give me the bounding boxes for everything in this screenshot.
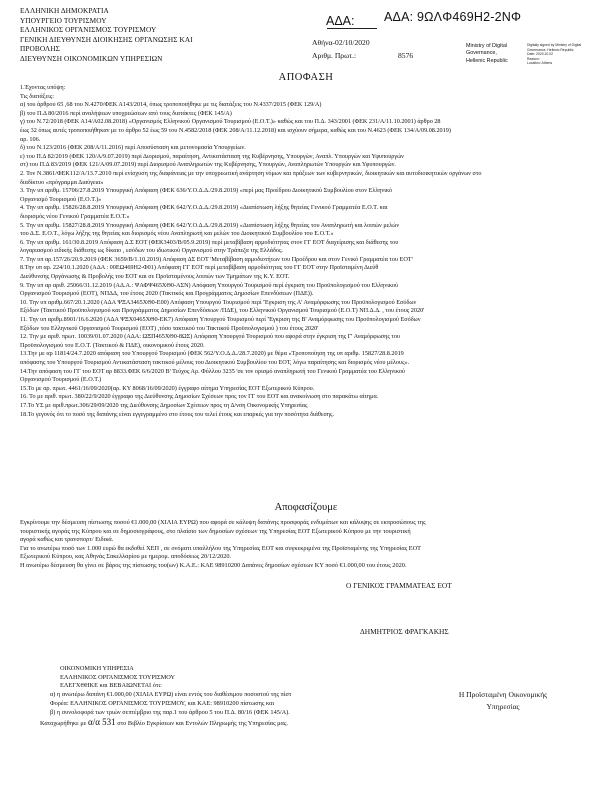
- consideration-line: Εξόδων (Τακτικού Προϋπολογισμού και Προγράμματος Δημοσίων Επενδύσεων /ΠΔΕ), του Ελληνικού Οργανισμού Τουρισμού (Ε.Ο.Τ) ΝΠ.Δ.Δ. , του έτους 2020': [20, 307, 425, 315]
- consideration-line: δ) του Ν.123/2016 (ΦΕΚ 208/Α/11.2016) περί Αποσύσταση και μετονομασία Υπουργείων.: [20, 144, 246, 152]
- authority-line: ΠΡΟΒΟΛΗΣ: [20, 44, 60, 54]
- head-of-finance-line1: Η Προϊσταμένη Οικονομικής: [458, 690, 548, 699]
- financial-service-certification: [40, 665, 291, 729]
- protocol-label: Αριθμ. Πρωτ.:: [312, 51, 357, 60]
- consideration-line: Προϋπολογισμού του Ε.Ο.Τ. (Τακτικού & ΠΔΕ), οικονομικού έτους 2020.: [20, 341, 205, 349]
- signatory-title: Ο ΓΕΝΙΚΟΣ ΓΡΑΜΜΑΤΕΑΣ ΕΟΤ: [346, 581, 452, 590]
- consideration-line: 1.Έχοντας υπόψη:: [20, 84, 66, 91]
- seal-meta-line: Location: Athens: [527, 61, 553, 66]
- ada-number: ΑΔΑ: 9ΩΛΦ469Η2-2ΝΦ: [384, 10, 522, 24]
- consideration-line: Εξόδων του Ελληνικού Οργανισμού Τουρισμού (ΕΟΤ) ,τόσο τακτικού του Τακτικού Προϋπολογισμού ) του έτους 2020': [20, 324, 319, 332]
- seal-issuer: [466, 43, 526, 65]
- considerations-list: [20, 84, 596, 419]
- authority-line: ΕΛΛΗΝΙΚΟΣ ΟΡΓΑΝΙΣΜΟΣ ΤΟΥΡΙΣΜΟΥ: [20, 25, 157, 35]
- authority-line: ΥΠΟΥΡΓΕΙΟ ΤΟΥΡΙΣΜΟΥ: [20, 15, 107, 25]
- consideration-line: 9. Την υπ αρ αριθ. 25066/31.12.2019 (ΑΔ.Α.: ΨΑΦΨ465ΧΘ0-ΑΣΝ) Απόφαση Υπουργού Τουρισμού περί έγκριση του Προϋπολογισμού του Ελληνικού: [20, 281, 399, 289]
- consideration-line: 16. Το με αριθ. πρωτ. 380/22/9/2020 έγγραφο της Διεύθυνσης Δημοσίων Σχέσεων προς τον ΓΓ του ΕΟΤ και ανακοίνωση στο παρακάτω αίτημα.: [20, 393, 379, 401]
- consideration-line: 7. Την υπ αρ.157/26/20.9.2019 (ΦΕΚ 3659/Β/1.10.2019) Απόφαση ΔΣ ΕΟΤ 'Μεταβίβαση αρμοδιοτήτων του Προέδρου και στον Γενικό Γραμματέα του ΕΟΤ': [20, 255, 413, 263]
- consideration-line: Οργανισμό Τουρισμού (Ε.Ο.Τ.)»: [20, 195, 102, 203]
- decision-line: τουριστικής αγοράς της Κύπρου και σε δημοσιογράφους, στο πλαίσιο των δημοσίων σχέσεων της Υπηρεσίας ΕΟΤ Εξωτερικού Κύπρου με την τουριστική: [20, 527, 411, 535]
- consideration-line: 3. Την υπ αριθμ. 15706/27.8.2019 Υπουργική Απόφαση (ΦΕΚ 636/Υ.Ο.Δ.Δ./29.8.2019) «περί μας Προέδρου Διοικητικού Συμβουλίου στον Ελληνικό: [20, 187, 393, 195]
- decision-title: Αποφασίζουμε: [274, 502, 338, 513]
- consideration-line: Οργανισμού Τουρισμού (ΕΟΤ), ΝΠΔΔ, του έτους 2020 (Τακτικός και Προγράμματος Δημοσίων Επενδύσεων (ΠΔΕ)).: [20, 290, 314, 298]
- consideration-line: αρ. 106.: [20, 135, 41, 143]
- consideration-line: γ) του Ν.72/2018 (ΦΕΚ Α14/Α02.08.2018) «Οργανισμός Ελληνικού Οργανισμού Τουρισμού (Ε.Ο.Τ.)» καθώς και του Π.Δ. 343/2001 (ΦΕΚ 231/Α/11.10.2001) άρθρο 28: [20, 118, 441, 126]
- document-title: ΑΠΟΦΑΣΗ: [278, 72, 334, 83]
- registry-line: [40, 718, 291, 729]
- consideration-line: 18.Το γεγονός ότι το ποσό της δαπάνης είναι εγγεγραμμένο στο έτους του τελεί έτους και επαρκές για την ποσότητα διάθεσης.: [20, 410, 335, 418]
- certification-line: α) η ανωτέρω δαπάνη €1.000,00 (ΧΙΛΙΑ ΕΥΡΩ) είναι εντός του διαθέσιμου ποσοστού της πίστ: [50, 691, 292, 699]
- consideration-line: 6. Την υπ αριθμ. 161/30.8.2019 Απόφαση Δ.Σ ΕΟΤ (ΦΕΚ3403/Β/05.9.2019) περί μεταβίβαση αρμοδιότητας στον ΓΓ ΕΟΤ διαχείρισης και διάθεσης του: [20, 238, 399, 246]
- decision-line: αγορά καθώς και τρανσπορτ/ Ειδικά.: [20, 536, 114, 544]
- certification-line: ΟΙΚΟΝΟΜΙΚΗ ΥΠΗΡΕΣΙΑ: [60, 665, 134, 672]
- consideration-line: διαδίκτυο «πρόγραμμα Διαύγεια»: [20, 178, 104, 186]
- seal-details: [527, 43, 585, 66]
- head-of-finance-signature: [455, 689, 551, 712]
- consideration-line: 10. Την υπ αριθμ.667/20.1.2020 (ΑΔΑ ΨΞΑ3465ΧΘ0-Ε00) Απόφαση Υπουργού Τουρισμού περί 'Έγκριση της Α' Αναμόρφωσης του Προϋπολογισμού Εσόδων: [20, 298, 417, 306]
- authority-line: ΓΕΝΙΚΗ ΔΙΕΥΘΥΝΣΗ ΔΙΟΙΚΗΣΗΣ ΟΡΓΑΝΩΣΗΣ ΚΑΙ: [20, 34, 193, 44]
- authority-line: ΔΙΕΥΘΥΝΣΗ ΟΙΚΟΝΟΜΙΚΩΝ ΥΠΗΡΕΣΙΩΝ: [20, 53, 163, 63]
- decision-line: Εξωτερικού Κύπρου, κας Αθηνάς Σακελλαρίου με ημερομ. αποδόσεως 20/12/2020.: [20, 553, 232, 561]
- authority-line: ΕΛΛΗΝΙΚΗ ΔΗΜΟΚΡΑΤΙΑ: [20, 6, 109, 15]
- consideration-line: 8.Την υπ αρ. 224/10.1.2020 (ΑΔΑ : 00ΕΩ469Η2-Φ01) Απόφαση ΓΓ ΕΟΤ περί μεταβίβαση αρμοδιότητας του ΓΓ ΕΟΤ στην Προϊσταμένη Διεύθ: [20, 264, 379, 272]
- consideration-line: β) του Π.Δ 80/2016 περί αναλήψεων υποχρεώσεων από τους διατάκτες (ΦΕΚ 145/Α): [20, 109, 232, 117]
- consideration-line: 5. Την υπ αριθμ. 15827/28.8.2019 Υπουργική Απόφαση (ΦΕΚ 642/Υ.Ο.Δ.Δ./29.8.2019) «Διαπίστωση λήξης θητείας του Αναπληρωτή και λοιπών μελών: [20, 221, 400, 229]
- decision-line: Για το ανωτέρω ποσό των 1.000 ευρώ θα εκδοθεί ΧΕΠ , σε ονόματι υπαλλήλου της Υπηρεσίας ΕΟΤ και συγκεκριμένα της Προϊσταμένης της Υπηρεσίας ΕΟΤ: [20, 544, 422, 552]
- consideration-line: του Δ.Σ. Ε.Ο.Τ., λόγω λήξης της θητείας και διορισμός νέου Αναπληρωτή και μελών του Διοικητικού Συμβουλίου του Ε.Ο.Τ.»: [20, 230, 334, 238]
- decision-line: Η ανωτέρω δέσμευση θα γίνει σε βάρος της πίστωσης του(ων) Κ.Α.Ε.: ΚΑΕ 98910200 Δαπάνες δημοσίων σχέσεων ΚΥ ποσό €1.000,00 του έτους 2020.: [20, 561, 407, 569]
- consideration-line: 11. Την υπ αριθμ.8901/16.6.2020 (ΑΔΑ ΨΞΧ0465ΧΘ0-ΕΚ7) Απόφαση Υπουργού Τουρισμού περί 'Έγκριση της Β' Αναμόρφωσης του Προϋπολογισμού Εσόδων: [20, 316, 421, 324]
- seal-meta-line: Date: 2020.10.02: [527, 52, 554, 57]
- consideration-line: Διεύθυνσης Οργάνωσης & Προβολής του ΕΟΤ και σε Προϊσταμένους λοιπών των Τμημάτων της Κ.Υ. ΕΟΤ.: [20, 273, 290, 281]
- seal-text-line: Ministry of Digital: [466, 43, 508, 49]
- head-of-finance-line2: Υπηρεσίας: [486, 701, 520, 711]
- certification-line: ΕΛΕΓΧΘΗΚΕ και ΒΕΒΑΙΩΝΕΤΑΙ ότι:: [60, 682, 162, 690]
- registry-suffix: στο Βιβλίο Εγκρίσεων και Εντολών Πληρωμής της Υπηρεσίας μας.: [117, 720, 288, 728]
- consideration-line: 4. Την υπ αριθμ. 15826/28.8.2019 Υπουργική Απόφαση (ΦΕΚ 642/Υ.Ο.Δ.Δ./29.8.2019) «Διαπίστωση λήξης θητείας Γενικού Γραμματέα Ε.Ο.Τ. και: [20, 204, 388, 212]
- ada-underline: [327, 28, 377, 29]
- consideration-line: 15.Το με αρ. πρωτ. 4461/16/09/2020(αρ. ΚΥ 8068/16/09/2020) έγγραφο αίτημα Υπηρεσίας ΕΟΤ Εξωτερικού Κύπρου.: [20, 384, 315, 392]
- registry-prefix: Καταχωρήθηκε με: [40, 720, 87, 728]
- consideration-line: έως 32 όπως αυτές τροποποιήθηκαν με το άρθρο 52 έως 59 του Ν.4582/2018 (ΦΕΚ 208/Α/11.12.2018) και ισχύουν σήμερα, καθώς και του Ν.4623 (ΦΕΚ 134/Α/09.08.2019): [20, 126, 451, 134]
- consideration-line: λογαριασμού ειδικής διάθεσης ως δίκαιο , εσόδων του ιδιωτικού Οργανισμού στην Τράπεζα της Ελλάδος.: [20, 247, 283, 255]
- ada-label: ΑΔΑ:: [326, 14, 355, 28]
- protocol-row: [312, 51, 414, 60]
- protocol-number: 8576: [398, 51, 414, 60]
- signatory-name: ΔΗΜΗΤΡΙΟΣ ΦΡΑΓΚΑΚΗΣ: [360, 627, 449, 636]
- consideration-line: ε) του Π.Δ 82/2019 (ΦΕΚ 120/Α/9.07.2019) περί Διορισμού, παραίτηση, Αντικατάσταση της Κυβέρνησης, Υπουργών, Αναπλ. Υπουργών και Υφυπουργών: [20, 152, 404, 160]
- seal-text-line: Governance,: [466, 50, 497, 57]
- seal-text-line: Hellenic Republic: [466, 57, 508, 64]
- consideration-line: 17.Το ΥΣ με αριθ.πρωτ.306/29/09/2020 της Διεύθυνσης Δημοσίων Σχέσεων προς τη Δ/νση Οικονομικής Υπηρεσίας: [20, 401, 308, 409]
- consideration-line: απόφασης του Υπουργού Τουρισμού Αντικατάσταση τακτικού μέλους του Διοικητικού Συμβουλίου του ΕΟΤ, λόγω παραίτησης και διορισμός νέου μέλους».: [20, 359, 410, 366]
- seal-meta-line: Reason:: [527, 56, 540, 61]
- consideration-line: Τις διατάξεις:: [20, 92, 54, 100]
- consideration-line: Οργανισμού Τουρισμού (Ε.Ο.Τ.): [20, 376, 102, 384]
- consideration-line: α) του άρθρου 65 ,68 του Ν.4270/ΦΕΚ Α143/2014, όπως τροποποιήθηκε με τις διατάξεις του Ν.4337/2015 (ΦΕΚ 129/Α): [20, 101, 322, 109]
- consideration-line: 13.Την με αρ 11814/24.7.2020 απόφαση του Υπουργού Τουρισμού (ΦΕΚ 562/Υ.Ο.Δ.Δ./28.7.2020) με θέμα «Τροποποίηση της υπ αριθμ. 15827/28.8.2019: [20, 350, 404, 358]
- consideration-line: 12. Την με αριθ. πρωτ. 10039/01.07.2020 (ΑΔΑ: ΩΞΠ465ΧΘ0-8ΩΣ) Απόφαση Υπουργού Τουρισμού που αφορά στην έγκριση της Γ' Αναμόρφωσης του: [20, 333, 400, 341]
- consideration-line: 2. Τον Ν.3861/ΦΕΚ112/Α/13.7.2010 περί ενίσχυση της διαφάνειας με την υποχρεωτική ανάρτηση νόμων και πράξεων των κυβερνητικών, διοικητικών και αυτοδιοικητικών οργάνων στο: [20, 169, 482, 177]
- certification-line: ΕΛΛΗΝΙΚΟΣ ΟΡΓΑΝΙΣΜΟΣ ΤΟΥΡΙΣΜΟΥ: [60, 673, 176, 681]
- registry-number: α/α 531: [87, 717, 116, 728]
- certification-line: β) η συνολοφορά των τριών σεπτέμβριο της παρ.1 του άρθρου 5 του Π.Δ. 80/16 (ΦΕΚ 145/Α).: [50, 708, 290, 716]
- consideration-line: 14.Την απόφαση του ΓΓ του ΕΟΤ αρ 8833.ΦΕΚ 6/6/2020 Β' Τεύχος Αρ. Φύλλου 3235 'σε τον ορισμό αναπληρωτή του Γενικού Γραμματέα του Ελληνικού: [20, 367, 405, 375]
- consideration-line: στ) του Π.Δ 83/2019 (ΦΕΚ 121/Α/09.07.2019) περί Διορισμού Αναπληρωτών της Κυβέρνησης, Υπουργών, Αναπληρωτών Υπουργών και Υφυπουργών.: [20, 161, 396, 169]
- decision-line: Εγκρίνουμε την δέσμευση πίστωσης ποσού €1.000,00 (ΧΙΛΙΑ ΕΥΡΩ) που αφορά σε κάλυψη δαπάνης προσφοράς ενδυμάτων και κάλυψης σε εκπροσώπους της: [20, 519, 426, 526]
- consideration-line: διορισμός νέου Γενικού Γραμματέα Ε.Ο.Τ.»: [20, 212, 130, 220]
- decision-text: [20, 519, 596, 571]
- certification-line: Φορέα: ΕΛΛΗΝΙΚΟΣ ΟΡΓΑΝΙΣΜΟΣ ΤΟΥΡΙΣΜΟΥ, και ΚΑΕ: 98910200 πίστωσης και: [50, 699, 275, 707]
- seal-meta-line: Governance, Hellenic Republic: [527, 47, 574, 52]
- issuing-authority-block: [20, 6, 193, 64]
- seal-meta-line: Digitally signed by Ministry of Digital: [527, 43, 582, 47]
- document-date: Αθήνα-02/10/2020: [312, 38, 370, 47]
